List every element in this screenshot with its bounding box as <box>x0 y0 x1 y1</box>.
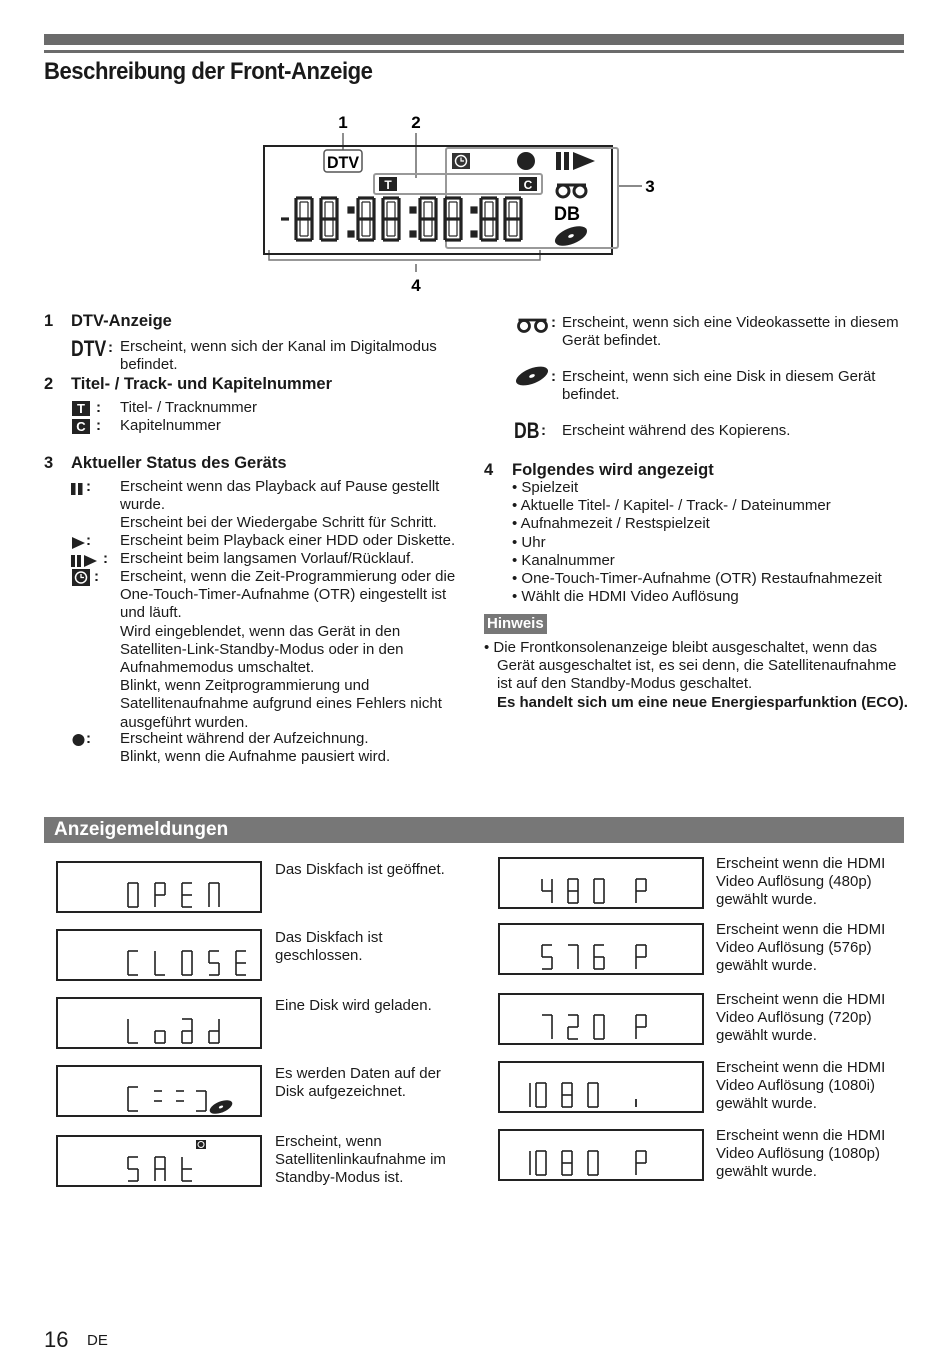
lcd-character <box>636 1151 646 1175</box>
db-indicator: DB <box>554 204 580 225</box>
page-title: Beschreibung der Front-Anzeige <box>44 58 373 85</box>
segment-digit <box>481 198 497 240</box>
svg-text:T: T <box>384 178 392 192</box>
svg-text:C: C <box>523 178 533 192</box>
callout-4: 4 <box>411 276 421 295</box>
play-icon <box>71 536 87 550</box>
header-rule-thick <box>44 34 904 45</box>
lcd-display <box>498 923 704 975</box>
lcd-character <box>182 951 192 975</box>
msg-right-1: Erscheint wenn die HDMI Video Auflösung (576p) gewählt wurde. <box>716 921 886 975</box>
lcd-character <box>588 1083 598 1107</box>
segment-digit <box>505 198 521 240</box>
segment-digit <box>383 198 399 240</box>
disc-text: Erscheint, wenn sich eine Disk in diesem Gerät befindet. <box>562 368 876 404</box>
lcd-display <box>498 1129 704 1181</box>
lcd-display <box>56 929 262 981</box>
header-rule-thin <box>44 50 904 53</box>
lcd-character <box>128 1157 138 1181</box>
tape-icon <box>516 317 550 333</box>
db-icon: DB <box>514 418 540 443</box>
colon-dot <box>411 208 415 212</box>
lcd-character <box>636 945 646 969</box>
list-item: • Wählt die HDMI Video Auflösung <box>512 588 739 606</box>
disc-icon <box>552 222 590 250</box>
play-text: Erscheint beim Playback einer HDD oder Diskette. <box>120 532 456 549</box>
callout-2: 2 <box>411 113 421 132</box>
lcd-character <box>636 879 646 903</box>
note-text: • Die Frontkonsolenanzeige bleibt ausgeschaltet, wenn das Gerät ausgeschaltet ist, es sei denn, die Satellitenaufnahme ist auf den Standby-Modus geschaltet. Es handelt sich um eine neue Energiesparfunktion (ECO). <box>484 639 908 711</box>
title-icon: T <box>72 401 90 416</box>
callout-1: 1 <box>338 113 348 132</box>
segment-digit <box>358 198 374 240</box>
lcd-display <box>498 857 704 909</box>
s1-text: Erscheint, wenn sich der Kanal im Digitalmodus befindet. <box>120 338 437 374</box>
page-number: 16 <box>44 1327 69 1352</box>
lcd-display <box>56 1065 262 1117</box>
segment-digit <box>296 198 312 240</box>
lcd-character <box>128 1019 138 1043</box>
s2-number: 2 <box>44 375 54 393</box>
tape-icon <box>557 185 586 197</box>
slow-play-text: Erscheint beim langsamen Vorlauf/Rücklauf. <box>120 550 415 567</box>
s4-title: Folgendes wird angezeigt <box>512 461 714 479</box>
s1-title: DTV-Anzeige <box>71 312 172 330</box>
dtv-indicator: DTV <box>327 153 360 172</box>
lcd-display <box>56 997 262 1049</box>
timer-icon <box>72 569 90 586</box>
lcd-character <box>568 945 578 969</box>
msg-left-4: Erscheint, wenn Satellitenlinkaufnahme im Standby-Modus ist. <box>275 1133 446 1187</box>
callout-3: 3 <box>645 177 655 196</box>
lcd-character <box>588 1151 598 1175</box>
lcd-character <box>182 1019 192 1043</box>
lcd-character <box>594 1015 604 1039</box>
pause-text: Erscheint wenn das Playback auf Pause gestellt wurde. Erscheint bei der Wiedergabe Schritt für Schritt. <box>120 478 440 532</box>
lcd-display <box>498 993 704 1045</box>
lcd-character <box>209 1019 219 1043</box>
segment-digit <box>445 198 461 240</box>
lcd-character <box>562 1083 572 1107</box>
lcd-character <box>568 879 578 903</box>
lcd-character <box>542 945 552 969</box>
record-icon <box>72 733 86 747</box>
timer-text: Erscheint, wenn die Zeit-Programmierung oder die One-Touch-Timer-Aufnahme (OTR) eingestellt ist und läuft. Wird eingeblendet, wenn das Gerät in den Satelliten-Link-Standby-Modus oder in den Aufnahmemodus umschaltet. Blinkt, wenn Zeitprogrammierung und Satellitenaufnahme aufgrund eines Fehlers nicht ausgeführt wurden. <box>120 568 456 731</box>
list-item: • One-Touch-Timer-Aufnahme (OTR) Restaufnahmezeit <box>512 570 882 588</box>
lcd-character <box>636 1015 646 1039</box>
chapter-icon: C <box>72 419 90 434</box>
chapter-number-text: Kapitelnummer <box>120 417 221 434</box>
title-number-text: Titel- / Tracknummer <box>120 399 257 416</box>
msg-right-2: Erscheint wenn die HDMI Video Auflösung (720p) gewählt wurde. <box>716 991 886 1045</box>
disc-icon <box>512 365 552 387</box>
colon-dot <box>472 208 476 212</box>
s3-number: 3 <box>44 454 54 472</box>
segment-digit <box>420 198 436 240</box>
tape-text: Erscheint, wenn sich eine Videokassette in diesem Gerät befindet. <box>562 314 899 350</box>
msg-right-0: Erscheint wenn die HDMI Video Auflösung (480p) gewählt wurde. <box>716 855 886 909</box>
colon-dot <box>349 232 353 236</box>
slow-play-icon <box>71 554 105 568</box>
msg-left-2: Eine Disk wird geladen. <box>275 997 432 1014</box>
lcd-character <box>536 1151 546 1175</box>
segment-digit <box>321 198 337 240</box>
lcd-character <box>155 1157 165 1181</box>
lcd-character <box>236 951 246 975</box>
lcd-character <box>542 879 552 903</box>
lcd-character <box>155 951 165 975</box>
play-icon <box>573 152 595 170</box>
msg-right-4: Erscheint wenn die HDMI Video Auflösung (1080p) gewählt wurde. <box>716 1127 886 1181</box>
front-display-diagram <box>255 110 675 305</box>
lcd-character <box>209 951 219 975</box>
dtv-icon: DTV <box>71 336 107 361</box>
lcd-character <box>154 1091 206 1111</box>
lcd-display <box>56 1135 262 1187</box>
segment-digits <box>281 198 521 240</box>
s4-number: 4 <box>484 461 494 479</box>
lcd-character <box>562 1151 572 1175</box>
s3-title: Aktueller Status des Geräts <box>71 454 287 472</box>
note-badge: Hinweis <box>484 614 547 634</box>
lcd-character <box>128 951 138 975</box>
list-item: • Spielzeit <box>512 479 579 496</box>
colon-dot <box>472 232 476 236</box>
lcd-character <box>182 883 192 907</box>
colon-dot <box>349 208 353 212</box>
lcd-character <box>155 883 165 907</box>
lcd-character <box>128 1087 138 1111</box>
language-code: DE <box>87 1332 108 1349</box>
lcd-character <box>128 883 138 907</box>
timer-icon <box>196 1140 206 1149</box>
list-item: • Uhr <box>512 533 546 551</box>
pause-icon <box>556 152 561 170</box>
lcd-character <box>594 945 604 969</box>
lcd-character <box>155 1031 165 1043</box>
lcd-character <box>594 879 604 903</box>
list-item: • Aktuelle Titel- / Kapitel- / Track- / Dateinummer <box>512 497 831 515</box>
record-text: Erscheint während der Aufzeichnung. Blinkt, wenn die Aufnahme pausiert wird. <box>120 730 391 766</box>
msg-left-1: Das Diskfach ist geschlossen. <box>275 929 383 965</box>
disc-icon <box>208 1097 234 1116</box>
msg-right-3: Erscheint wenn die HDMI Video Auflösung (1080i) gewählt wurde. <box>716 1059 886 1113</box>
lcd-character <box>209 883 219 907</box>
lcd-display <box>498 1061 704 1113</box>
colon-dot <box>411 232 415 236</box>
list-item: • Aufnahmezeit / Restspielzeit <box>512 515 710 533</box>
section-title: Anzeigemeldungen <box>54 819 229 840</box>
lcd-character <box>182 1157 192 1181</box>
s1-number: 1 <box>44 312 54 330</box>
s4-list <box>512 479 882 606</box>
record-icon <box>517 152 535 170</box>
db-text: Erscheint während des Kopierens. <box>562 422 791 439</box>
lcd-character <box>536 1083 546 1107</box>
lcd-character <box>568 1015 578 1039</box>
lcd-character <box>542 1015 552 1039</box>
list-item: • Kanalnummer <box>512 551 615 569</box>
msg-left-3: Es werden Daten auf der Disk aufgezeichnet. <box>275 1065 441 1101</box>
lcd-display <box>56 861 262 913</box>
msg-left-0: Das Diskfach ist geöffnet. <box>275 861 445 878</box>
s2-title: Titel- / Track- und Kapitelnummer <box>71 375 332 393</box>
